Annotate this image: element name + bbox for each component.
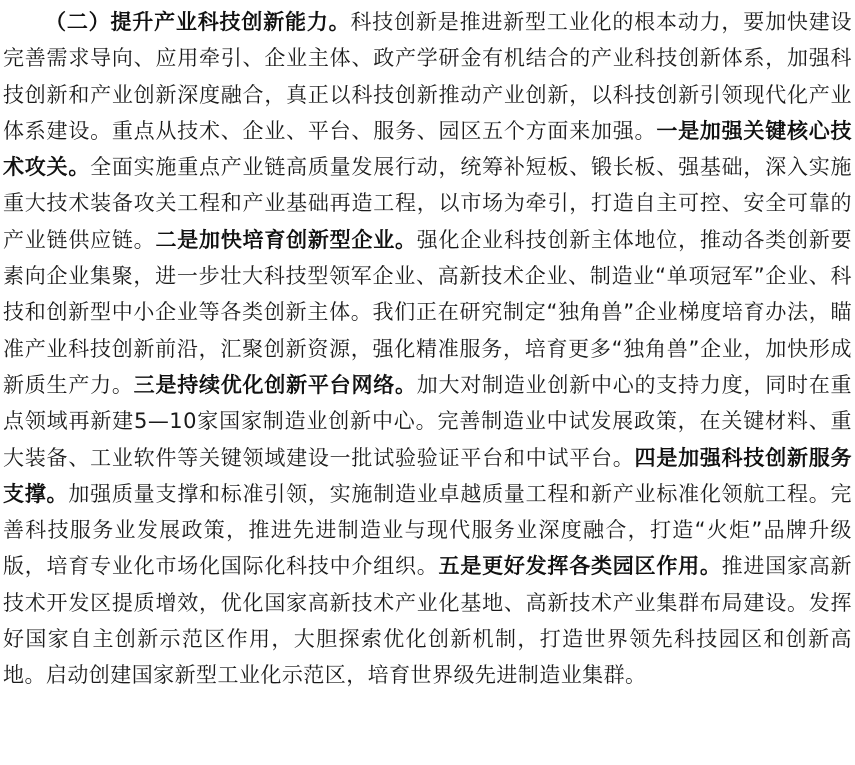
paragraph-text: 科技创新是推进新型工业化的根本动力，要加快建设完善需求导向、应用牵引、企业主体、政产学研金有机结合的产业科技创新体系，加强科技创新和产业创新深度融合，真正以科技创新推动产业创新，以科技创新引领现代化产业体系建设。重点从技术、企业、平台、服务、园区五个方面来加强。 [3, 10, 852, 143]
point-heading-3: 三是持续优化创新平台网络。 [133, 372, 417, 397]
point-heading-1: 一是加强关键核心技术攻关。 [3, 118, 852, 180]
paragraph-text: 推进国家高新技术开发区提质增效，优化国家高新技术产业化基地、高新技术产业集群布局建设。发挥好国家自主创新示范区作用，大胆探索优化创新机制，打造世界领先科技园区和创新高地。启动创建国家新型工业化示范区，培育世界级先进制造业集群。 [3, 554, 852, 688]
body-paragraph [3, 4, 852, 694]
point-heading-2: 二是加快培育创新型企业。 [155, 227, 417, 252]
paragraph-text: 全面实施重点产业链高质量发展行动，统筹补短板、锻长板、强基础，深入实施重大技术装备攻关工程和产业基础再造工程，以市场为牵引，打造自主可控、安全可靠的产业链供应链。 [3, 155, 852, 252]
paragraph-text: 加强质量支撑和标准引领，实施制造业卓越质量工程和新产业标准化领航工程。完善科技服务业发展政策，推进先进制造业与现代服务业深度融合，打造“火炬”品牌升级版，培育专业化市场化国际化科技中介组织。 [3, 481, 852, 579]
paragraph-text: 加大对制造业创新中心的支持力度，同时在重点领域再新建5—10家国家制造业创新中心。完善制造业中试发展政策，在关键材料、重大装备、工业软件等关键领域建设一批试验验证平台和中试平台。 [3, 372, 852, 470]
point-heading-5: 五是更好发挥各类园区作用。 [438, 554, 722, 579]
paragraph-text: 强化企业科技创新主体地位，推动各类创新要素向企业集聚，进一步壮大科技型领军企业、高新技术企业、制造业“单项冠军”企业、科技和创新型中小企业等各类创新主体。我们正在研究制定“独角兽”企业梯度培育办法，瞄准产业科技创新前沿，汇聚创新资源，强化精准服务，培育更多“独角兽”企业，加快形成新质生产力。 [3, 227, 852, 397]
point-heading-4: 四是加强科技创新服务支撑。 [3, 445, 852, 506]
section-heading: （二）提升产业科技创新能力。 [45, 10, 351, 34]
